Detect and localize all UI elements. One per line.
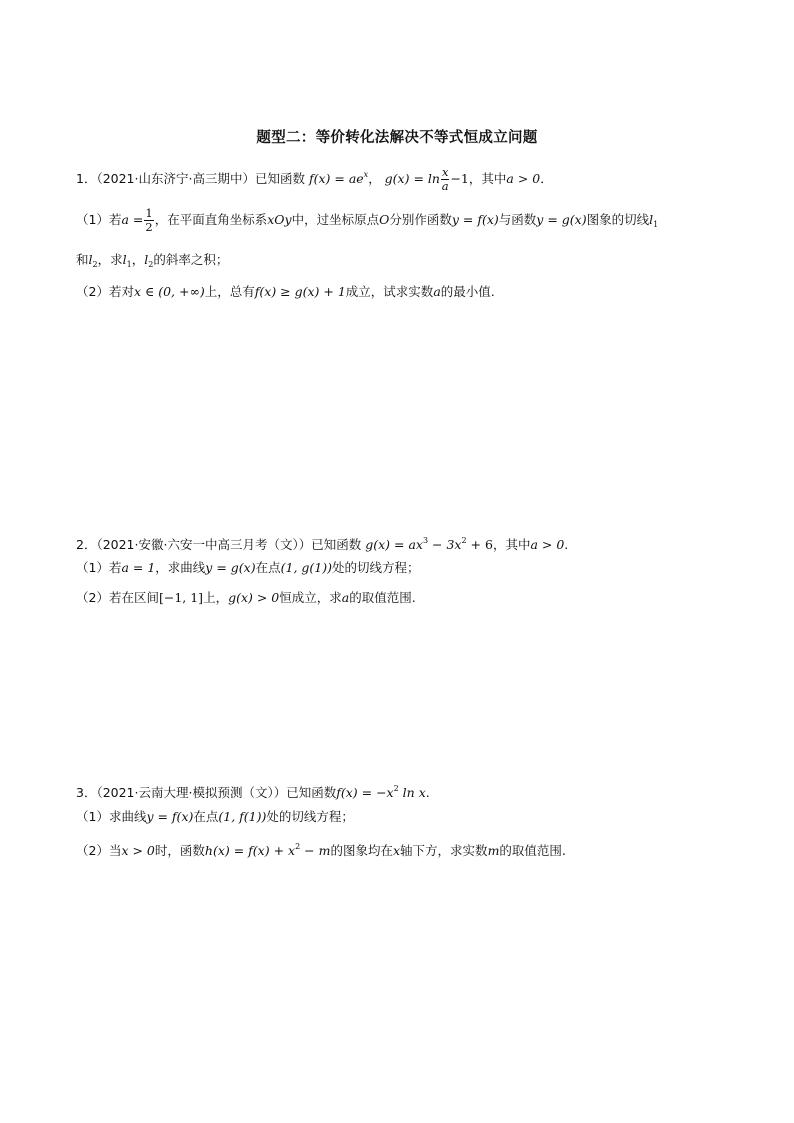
page-title: 题型二：等价转化法解决不等式恒成立问题 — [256, 130, 538, 146]
fraction-denominator: a — [441, 179, 449, 193]
fraction-numerator: 1 — [145, 206, 153, 220]
problem-1-function-g — [384, 165, 469, 193]
text: 时，函数 — [154, 843, 205, 858]
math-expression: f(x) = −x — [336, 785, 394, 800]
problem-1-function-f-base: f(x) = ae — [308, 171, 364, 186]
line-l2 — [89, 252, 98, 267]
problem-2-intro: 已知函数 — [311, 537, 362, 552]
text: 处的切线方程； — [266, 809, 354, 824]
text: 的取值范围. — [349, 590, 416, 605]
text: 在点 — [193, 809, 219, 824]
exponent: 3 — [422, 536, 429, 545]
part-label: （1）若 — [76, 212, 122, 227]
text: 在点 — [255, 560, 281, 575]
fraction-numerator: x — [441, 165, 449, 179]
math-expression: [−1, 1] — [158, 590, 204, 605]
problem-1-function-g-right: −1 — [450, 171, 469, 186]
part-label: （2）若在区间 — [76, 590, 159, 605]
text: ，在平面直角坐标系 — [154, 212, 268, 227]
math-expression: x ∈ (0, +∞) — [133, 284, 205, 299]
problem-1-condition: a > 0 — [506, 171, 541, 186]
part-label: （1）求曲线 — [76, 809, 147, 824]
text: 恒成立，求 — [279, 590, 342, 605]
text: 上，总有 — [204, 284, 255, 299]
line-l1 — [649, 212, 658, 227]
subscript: 2 — [92, 260, 98, 269]
subscript: 1 — [126, 260, 132, 269]
part-label: （2）若对 — [76, 284, 134, 299]
problem-3-statement — [76, 780, 430, 802]
problem-1-function-f-exponent: x — [363, 170, 369, 179]
problem-1-function-f — [309, 171, 368, 186]
math-expression: x — [392, 843, 401, 858]
text: 的图象均在 — [330, 843, 393, 858]
math-expression: − 3x — [428, 537, 462, 552]
line-l1 — [123, 252, 132, 267]
subscript: 2 — [148, 260, 154, 269]
problem-3-part-1 — [76, 808, 354, 826]
problem-2-condition: a > 0 — [530, 537, 565, 552]
problem-1-part-2 — [76, 283, 495, 301]
math-expression: g(x) = ax — [365, 537, 423, 552]
text: . — [564, 537, 569, 552]
text: ，求曲线 — [155, 560, 206, 575]
math-expression: a — [433, 284, 441, 299]
fraction-denominator: 2 — [145, 220, 153, 234]
text: 的最小值. — [440, 284, 495, 299]
math-expression: (1, f(1)) — [218, 809, 267, 824]
problem-2-condition-prefix: ，其中 — [492, 537, 531, 552]
math-expression: y = g(x) — [205, 560, 256, 575]
math-expression: h(x) = f(x) + x — [204, 843, 296, 858]
exponent: 2 — [393, 784, 399, 793]
math-expression: y = f(x) — [451, 212, 499, 227]
problem-1-part-1-continued — [76, 251, 228, 274]
problem-2-function-g — [365, 537, 493, 552]
part-label: （2）当 — [76, 843, 122, 858]
line-l: l — [122, 252, 127, 267]
problem-1-source: （2021·山东济宁·高三期中） — [96, 171, 255, 186]
text: 和 — [76, 252, 89, 267]
line-l: l — [649, 212, 654, 227]
math-expression: a = — [121, 212, 144, 227]
function-h — [205, 843, 331, 858]
math-expression: + 6 — [466, 537, 493, 552]
problem-1-function-g-left: g(x) = ln — [384, 171, 440, 186]
problem-2-source: （2021·安徽·六安一中高三月考（文）） — [96, 537, 312, 552]
text: ， — [131, 252, 145, 267]
text: 轴下方，求实数 — [400, 843, 488, 858]
text: 的斜率之积； — [153, 252, 229, 267]
problem-3-function-f — [336, 785, 426, 800]
problem-2-part-2 — [76, 589, 416, 607]
subscript: 1 — [653, 220, 659, 229]
math-expression: ln x — [398, 785, 426, 800]
text: . — [425, 785, 430, 800]
problem-1-intro: 已知函数 — [254, 171, 305, 186]
line-l: l — [88, 252, 93, 267]
part-label: （1）若 — [76, 560, 122, 575]
text: ，求 — [97, 252, 123, 267]
line-l: l — [144, 252, 149, 267]
math-expression: O — [379, 212, 390, 227]
line-l2 — [144, 252, 153, 267]
exponent: 2 — [295, 842, 301, 851]
text: 分别作函数 — [389, 212, 452, 227]
text: 中，过坐标原点 — [291, 212, 380, 227]
problem-1-statement: 1．（2021·山东济宁·高三期中）已知函数 $f(x) = ae^x$， g(x) = ln $\frac{x}{a}$ −1，其中a > 0． — [76, 165, 553, 193]
math-expression: xOy — [267, 212, 292, 227]
problem-1-number: 1． — [76, 171, 97, 186]
problem-1-function-g-fraction — [441, 166, 450, 193]
fraction — [144, 207, 153, 234]
problem-3-part-2 — [76, 838, 566, 860]
problem-2-part-1 — [76, 559, 420, 577]
math-expression: − m — [300, 843, 331, 858]
text: 成立，试求实数 — [345, 284, 434, 299]
problem-3-number: 3． — [76, 785, 97, 800]
math-expression: y = f(x) — [146, 809, 194, 824]
text: 上， — [203, 590, 229, 605]
math-expression: y = g(x) — [536, 212, 587, 227]
math-expression: m — [487, 843, 500, 858]
text: 图象的切线 — [586, 212, 650, 227]
text: 与函数 — [498, 212, 537, 227]
problem-1-condition-prefix: ，其中 — [468, 171, 507, 186]
problem-3-source: （2021·云南大理·模拟预测（文）） — [96, 785, 287, 800]
math-expression: (1, g(1)) — [280, 560, 332, 575]
problem-2-number: 2． — [76, 537, 97, 552]
problem-3-intro: 已知函数 — [286, 785, 337, 800]
text: 的取值范围. — [499, 843, 566, 858]
exponent: 2 — [461, 536, 467, 545]
math-expression: f(x) ≥ g(x) + 1 — [254, 284, 346, 299]
math-expression: g(x) > 0 — [228, 590, 280, 605]
problem-1-part-1 — [76, 207, 658, 234]
math-expression: a = 1 — [121, 560, 156, 575]
math-expression: a — [341, 590, 350, 605]
text: 处的切线方程； — [331, 560, 420, 575]
problem-2-statement — [76, 532, 568, 554]
math-expression: x > 0 — [121, 843, 155, 858]
